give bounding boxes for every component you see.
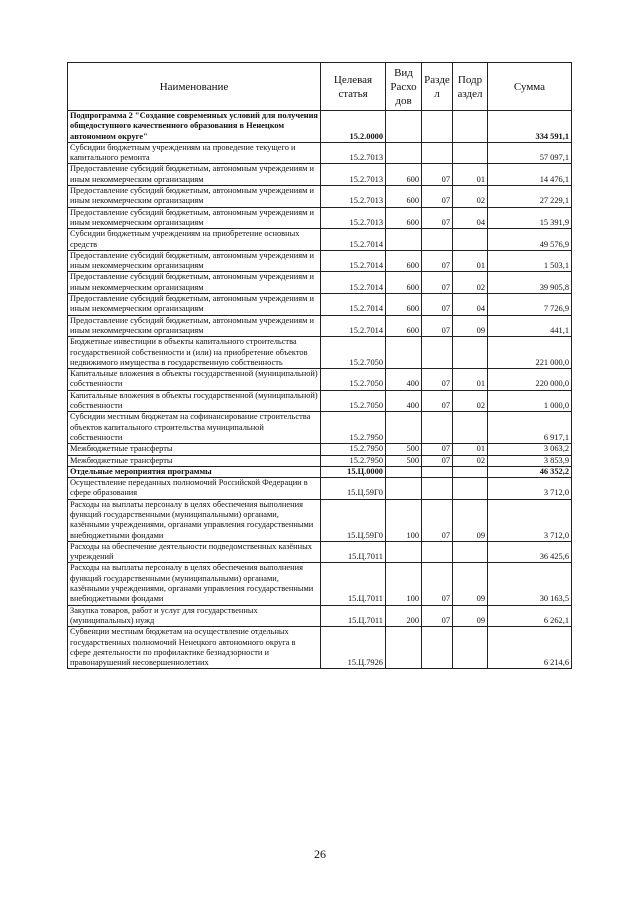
- cell-expense-type: [386, 412, 422, 444]
- table-row: [68, 142, 572, 164]
- cell-section: 07: [422, 369, 453, 391]
- cell-expense-type: 600: [386, 315, 422, 337]
- cell-subsection: 09: [453, 499, 488, 541]
- cell-expense-type: 400: [386, 369, 422, 391]
- cell-target-article: 15.2.7950: [321, 455, 386, 466]
- cell-sum: 441,1: [488, 315, 572, 337]
- cell-sum: 7 726,9: [488, 294, 572, 316]
- header-section: Разде л: [422, 63, 453, 111]
- table-row: [68, 250, 572, 272]
- table-row: [68, 390, 572, 412]
- table-row: [68, 627, 572, 669]
- cell-section: [422, 337, 453, 369]
- cell-target-article: 15.2.7014: [321, 250, 386, 272]
- cell-section: 07: [422, 186, 453, 208]
- cell-sum: 6 214,6: [488, 627, 572, 669]
- cell-sum: 27 229,1: [488, 186, 572, 208]
- cell-name: Субсидии бюджетным учреждениям на проведение текущего и капитального ремонта: [68, 142, 321, 164]
- cell-name: Субвенции местным бюджетам на осуществление отдельных государственных полномочий Ненецкого автономного округа в сфере деятельности по профилактике безнадзорности и правонарушений несовершеннолетних: [68, 627, 321, 669]
- header-subsection: Подр аздел: [453, 63, 488, 111]
- cell-subsection: 02: [453, 455, 488, 466]
- cell-expense-type: [386, 229, 422, 251]
- cell-expense-type: 600: [386, 250, 422, 272]
- cell-section: [422, 466, 453, 477]
- cell-subsection: [453, 111, 488, 143]
- cell-target-article: 15.Ц.7011: [321, 605, 386, 627]
- cell-target-article: 15.2.7013: [321, 207, 386, 229]
- cell-name: Межбюджетные трансферты: [68, 455, 321, 466]
- cell-sum: 3 063,2: [488, 444, 572, 455]
- cell-section: 07: [422, 315, 453, 337]
- cell-sum: 14 476,1: [488, 164, 572, 186]
- cell-target-article: 15.2.7050: [321, 337, 386, 369]
- cell-subsection: [453, 412, 488, 444]
- cell-subsection: [453, 627, 488, 669]
- cell-name: Предоставление субсидий бюджетным, автономным учреждениям и иным некоммерческим организациям: [68, 164, 321, 186]
- cell-subsection: 02: [453, 186, 488, 208]
- cell-target-article: 15.2.7013: [321, 186, 386, 208]
- cell-section: 07: [422, 294, 453, 316]
- cell-sum: 3 712,0: [488, 499, 572, 541]
- cell-section: [422, 627, 453, 669]
- cell-sum: 1 503,1: [488, 250, 572, 272]
- table-row: [68, 541, 572, 563]
- cell-section: 07: [422, 444, 453, 455]
- cell-target-article: 15.2.7014: [321, 272, 386, 294]
- cell-sum: 6 262,1: [488, 605, 572, 627]
- table-row: [68, 272, 572, 294]
- header-target-article: Целевая статья: [321, 63, 386, 111]
- cell-sum: 49 576,9: [488, 229, 572, 251]
- cell-target-article: 15.2.7950: [321, 412, 386, 444]
- cell-section: [422, 229, 453, 251]
- cell-name: Отдельные мероприятия программы: [68, 466, 321, 477]
- cell-section: 07: [422, 390, 453, 412]
- cell-sum: 46 352,2: [488, 466, 572, 477]
- cell-sum: 3 712,0: [488, 478, 572, 500]
- cell-name: Предоставление субсидий бюджетным, автономным учреждениям и иным некоммерческим организациям: [68, 272, 321, 294]
- cell-expense-type: 600: [386, 294, 422, 316]
- cell-name: Субсидии местным бюджетам на софинансирование строительства объектов капитального строительства муниципальной собственности: [68, 412, 321, 444]
- cell-target-article: 15.2.7013: [321, 142, 386, 164]
- table-body: [68, 111, 572, 669]
- cell-subsection: [453, 466, 488, 477]
- table-row: [68, 563, 572, 605]
- cell-name: Расходы на обеспечение деятельности подведомственных казённых учреждений: [68, 541, 321, 563]
- cell-section: 07: [422, 455, 453, 466]
- cell-subsection: 01: [453, 444, 488, 455]
- cell-expense-type: [386, 627, 422, 669]
- cell-subsection: 09: [453, 563, 488, 605]
- table-row: [68, 294, 572, 316]
- cell-sum: 6 917,1: [488, 412, 572, 444]
- table-row: [68, 207, 572, 229]
- cell-sum: 220 000,0: [488, 369, 572, 391]
- cell-section: 07: [422, 250, 453, 272]
- cell-subsection: 04: [453, 207, 488, 229]
- cell-subsection: 04: [453, 294, 488, 316]
- table-row: [68, 164, 572, 186]
- cell-target-article: 15.2.7014: [321, 229, 386, 251]
- table-row: [68, 455, 572, 466]
- cell-target-article: 15.2.7950: [321, 444, 386, 455]
- header-sum: Сумма: [488, 63, 572, 111]
- cell-target-article: 15.Ц.7011: [321, 541, 386, 563]
- table-row: [68, 605, 572, 627]
- cell-name: Подпрограмма 2 "Создание современных условий для получения общедоступного качественного образования в Ненецком автономном округе": [68, 111, 321, 143]
- table-row: [68, 444, 572, 455]
- cell-expense-type: [386, 111, 422, 143]
- cell-target-article: 15.2.7050: [321, 369, 386, 391]
- cell-subsection: [453, 541, 488, 563]
- cell-target-article: 15.Ц.59Г0: [321, 478, 386, 500]
- cell-sum: 3 853,9: [488, 455, 572, 466]
- cell-target-article: 15.Ц.59Г0: [321, 499, 386, 541]
- cell-expense-type: [386, 466, 422, 477]
- cell-section: 07: [422, 605, 453, 627]
- cell-subsection: [453, 229, 488, 251]
- cell-section: 07: [422, 499, 453, 541]
- cell-subsection: 02: [453, 390, 488, 412]
- table-row: [68, 186, 572, 208]
- table-row: [68, 111, 572, 143]
- cell-name: Закупка товаров, работ и услуг для государственных (муниципальных) нужд: [68, 605, 321, 627]
- cell-expense-type: [386, 142, 422, 164]
- cell-expense-type: 500: [386, 444, 422, 455]
- cell-expense-type: [386, 541, 422, 563]
- cell-name: Бюджетные инвестиции в объекты капитального строительства государственной собственности и (или) на приобретение объектов недвижимого имущества в государственную собственность: [68, 337, 321, 369]
- cell-subsection: 01: [453, 369, 488, 391]
- cell-subsection: 02: [453, 272, 488, 294]
- cell-target-article: 15.Ц.0000: [321, 466, 386, 477]
- cell-target-article: 15.2.7013: [321, 164, 386, 186]
- cell-target-article: 15.2.7014: [321, 294, 386, 316]
- table-row: [68, 412, 572, 444]
- cell-expense-type: 600: [386, 207, 422, 229]
- cell-subsection: [453, 142, 488, 164]
- cell-name: Предоставление субсидий бюджетным, автономным учреждениям и иным некоммерческим организациям: [68, 315, 321, 337]
- header-name: Наименование: [68, 63, 321, 111]
- cell-name: Предоставление субсидий бюджетным, автономным учреждениям и иным некоммерческим организациям: [68, 294, 321, 316]
- table-row: [68, 466, 572, 477]
- cell-sum: 15 391,9: [488, 207, 572, 229]
- header-expense-type: Вид Расхо дов: [386, 63, 422, 111]
- cell-section: [422, 412, 453, 444]
- cell-target-article: 15.2.0000: [321, 111, 386, 143]
- cell-name: Предоставление субсидий бюджетным, автономным учреждениям и иным некоммерческим организациям: [68, 250, 321, 272]
- cell-name: Расходы на выплаты персоналу в целях обеспечения выполнения функций государственными (муниципальными) органами, казёнными учреждениями, органами управления государственными внебюджетными фондами: [68, 499, 321, 541]
- cell-subsection: 09: [453, 605, 488, 627]
- cell-section: [422, 478, 453, 500]
- cell-subsection: 01: [453, 250, 488, 272]
- cell-name: Предоставление субсидий бюджетным, автономным учреждениям и иным некоммерческим организациям: [68, 207, 321, 229]
- cell-subsection: 01: [453, 164, 488, 186]
- cell-sum: 39 905,8: [488, 272, 572, 294]
- cell-subsection: [453, 478, 488, 500]
- cell-sum: 221 000,0: [488, 337, 572, 369]
- cell-expense-type: 100: [386, 499, 422, 541]
- cell-name: Расходы на выплаты персоналу в целях обеспечения выполнения функций государственными (муниципальными) органами, казёнными учреждениями, органами управления государственными внебюджетными фондами: [68, 563, 321, 605]
- cell-expense-type: [386, 478, 422, 500]
- cell-name: Осуществление переданных полномочий Российской Федерации в сфере образования: [68, 478, 321, 500]
- cell-expense-type: 500: [386, 455, 422, 466]
- cell-section: [422, 142, 453, 164]
- cell-target-article: 15.2.7050: [321, 390, 386, 412]
- cell-expense-type: 100: [386, 563, 422, 605]
- table-row: [68, 229, 572, 251]
- cell-sum: 334 591,1: [488, 111, 572, 143]
- cell-expense-type: 600: [386, 164, 422, 186]
- cell-target-article: 15.Ц.7011: [321, 563, 386, 605]
- cell-section: 07: [422, 207, 453, 229]
- cell-expense-type: [386, 337, 422, 369]
- cell-name: Межбюджетные трансферты: [68, 444, 321, 455]
- table-row: [68, 337, 572, 369]
- cell-expense-type: 200: [386, 605, 422, 627]
- cell-section: 07: [422, 563, 453, 605]
- cell-name: Предоставление субсидий бюджетным, автономным учреждениям и иным некоммерческим организациям: [68, 186, 321, 208]
- cell-sum: 30 163,5: [488, 563, 572, 605]
- budget-table: [67, 62, 572, 669]
- cell-subsection: 09: [453, 315, 488, 337]
- cell-section: [422, 541, 453, 563]
- table-row: [68, 315, 572, 337]
- cell-sum: 57 097,1: [488, 142, 572, 164]
- cell-name: Капитальные вложения в объекты государственной (муниципальной) собственности: [68, 369, 321, 391]
- table-row: [68, 478, 572, 500]
- cell-sum: 36 425,6: [488, 541, 572, 563]
- table-row: [68, 499, 572, 541]
- table-header-row: [68, 63, 572, 111]
- cell-subsection: [453, 337, 488, 369]
- table-row: [68, 369, 572, 391]
- cell-section: 07: [422, 164, 453, 186]
- cell-name: Субсидии бюджетным учреждениям на приобретение основных средств: [68, 229, 321, 251]
- cell-name: Капитальные вложения в объекты государственной (муниципальной) собственности: [68, 390, 321, 412]
- cell-expense-type: 600: [386, 272, 422, 294]
- cell-target-article: 15.Ц.7926: [321, 627, 386, 669]
- page-number: 26: [314, 847, 326, 861]
- cell-target-article: 15.2.7014: [321, 315, 386, 337]
- cell-section: 07: [422, 272, 453, 294]
- cell-expense-type: 600: [386, 186, 422, 208]
- cell-section: [422, 111, 453, 143]
- cell-sum: 1 000,0: [488, 390, 572, 412]
- cell-expense-type: 400: [386, 390, 422, 412]
